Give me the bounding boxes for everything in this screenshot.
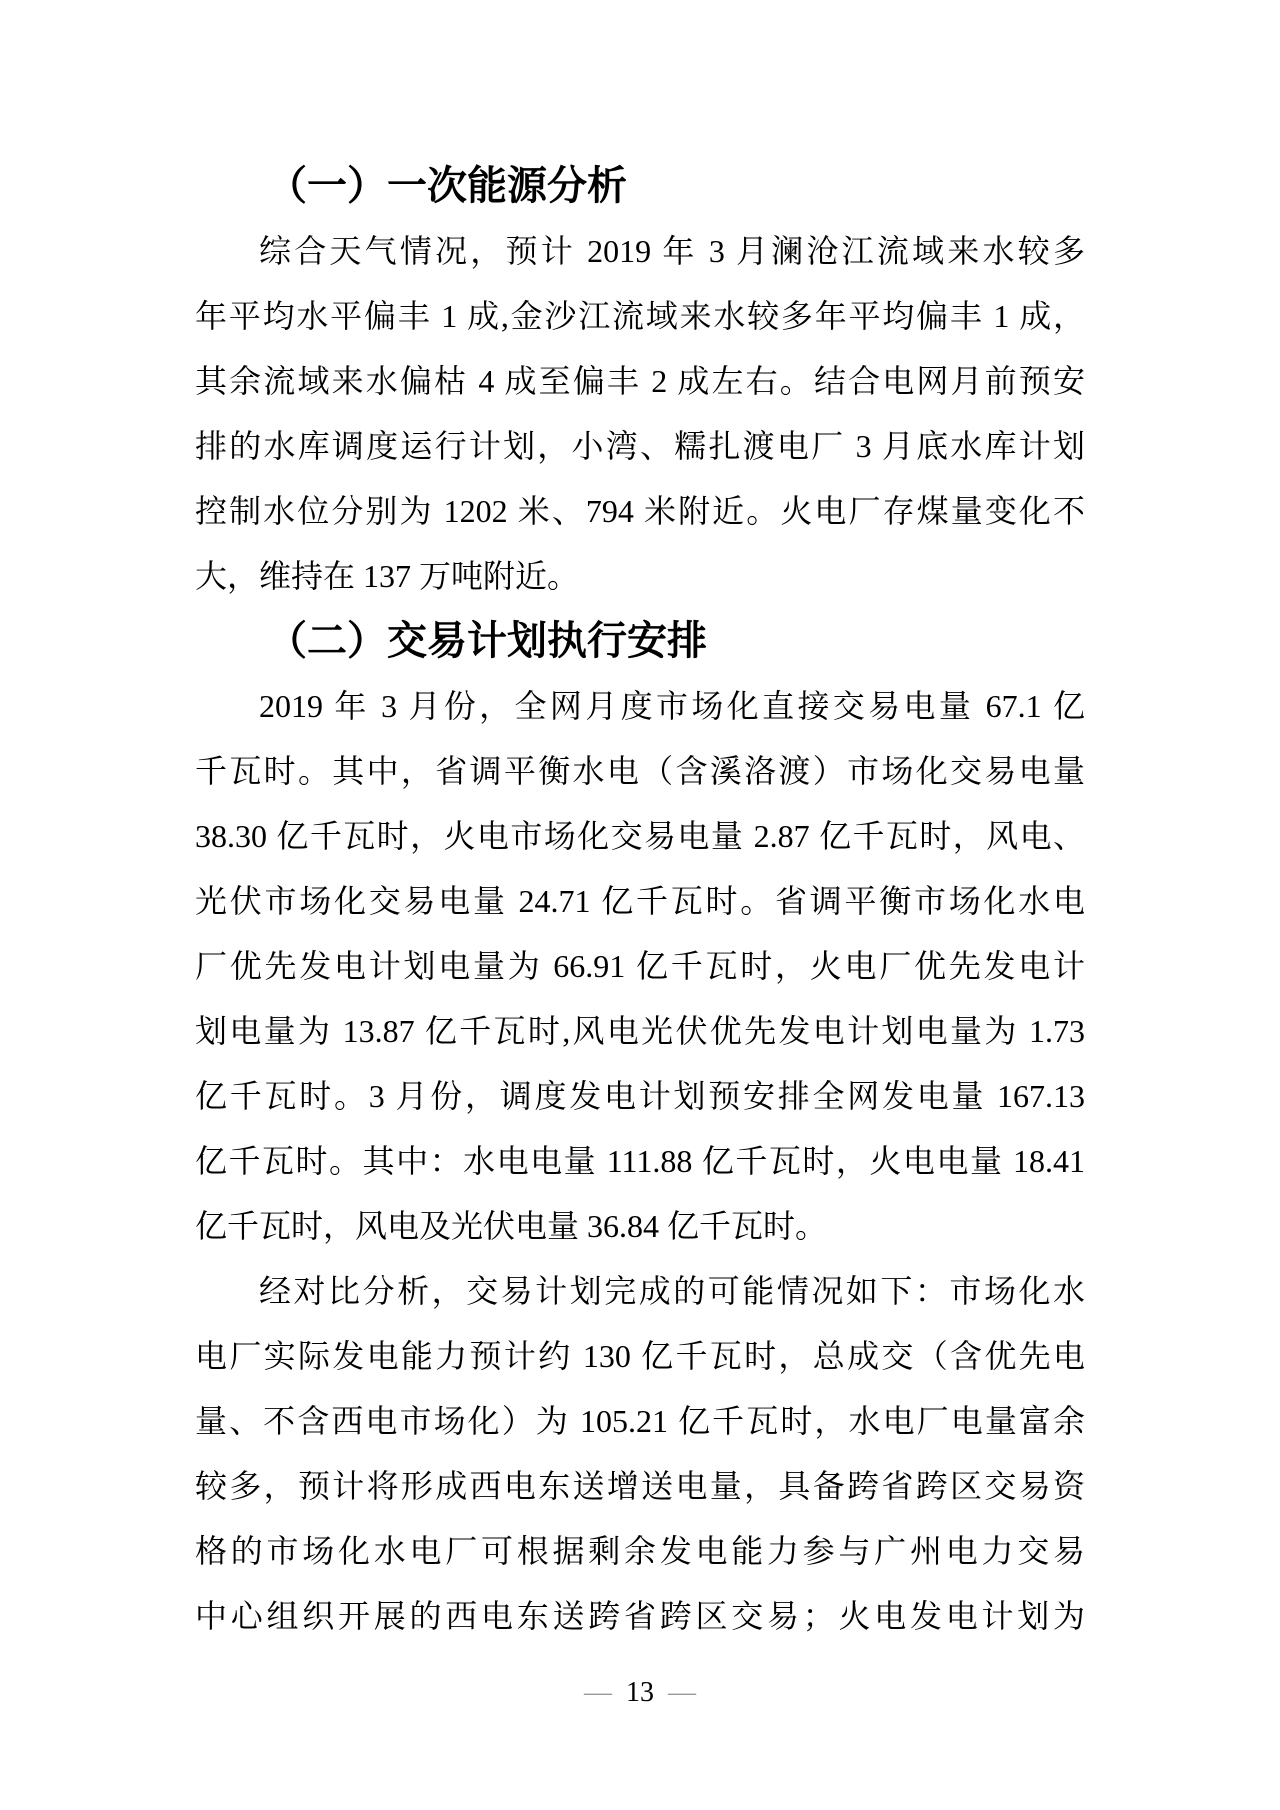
section-heading-primary-energy: （一）一次能源分析 [267,164,627,208]
body-line: 亿千瓦时，风电及光伏电量 36.84 亿千瓦时。 [195,1208,828,1244]
body-line: 较多，预计将形成西电东送增送电量，具备跨省跨区交易资 [195,1468,1085,1504]
page-number-dash-right: — [668,1677,696,1708]
body-line: 亿千瓦时。3 月份，调度发电计划预安排全网发电量 167.13 [195,1078,1085,1114]
body-line: 38.30 亿千瓦时，火电市场化交易电量 2.87 亿千瓦时，风电、 [195,818,1085,854]
page-number-dash-left: — [584,1677,612,1708]
body-line: 年平均水平偏丰 1 成,金沙江流域来水较多年平均偏丰 1 成， [195,298,1085,334]
body-line: 光伏市场化交易电量 24.71 亿千瓦时。省调平衡市场化水电 [195,883,1085,919]
body-line: 厂优先发电计划电量为 66.91 亿千瓦时，火电厂优先发电计 [195,948,1085,984]
body-line: 量、不含西电市场化）为 105.21 亿千瓦时，水电厂电量富余 [195,1403,1085,1439]
body-line: 格的市场化水电厂可根据剩余发电能力参与广州电力交易 [195,1533,1085,1569]
body-line: 控制水位分别为 1202 米、794 米附近。火电厂存煤量变化不 [195,493,1085,529]
page-number: 13 [626,1677,654,1708]
section-heading-trading-plan: （二）交易计划执行安排 [267,619,707,663]
body-line: 中心组织开展的西电东送跨省跨区交易；火电发电计划为 [195,1598,1085,1634]
body-line: 经对比分析，交易计划完成的可能情况如下：市场化水 [259,1273,1085,1309]
body-line: 2019 年 3 月份，全网月度市场化直接交易电量 67.1 亿 [259,688,1085,724]
body-line: 大，维持在 137 万吨附近。 [195,558,580,594]
body-line: 划电量为 13.87 亿千瓦时,风电光伏优先发电计划电量为 1.73 [195,1013,1085,1049]
body-line: 排的水库调度运行计划，小湾、糯扎渡电厂 3 月底水库计划 [195,428,1085,464]
body-line: 亿千瓦时。其中：水电电量 111.88 亿千瓦时，火电电量 18.41 [195,1143,1085,1179]
body-line: 千瓦时。其中，省调平衡水电（含溪洛渡）市场化交易电量 [195,753,1085,789]
body-line: 综合天气情况，预计 2019 年 3 月澜沧江流域来水较多 [259,233,1085,269]
page-footer [0,1660,1280,1725]
body-line: 电厂实际发电能力预计约 130 亿千瓦时，总成交（含优先电 [195,1338,1085,1374]
document-body [195,154,1085,1649]
body-line: 其余流域来水偏枯 4 成至偏丰 2 成左右。结合电网月前预安 [195,363,1085,399]
